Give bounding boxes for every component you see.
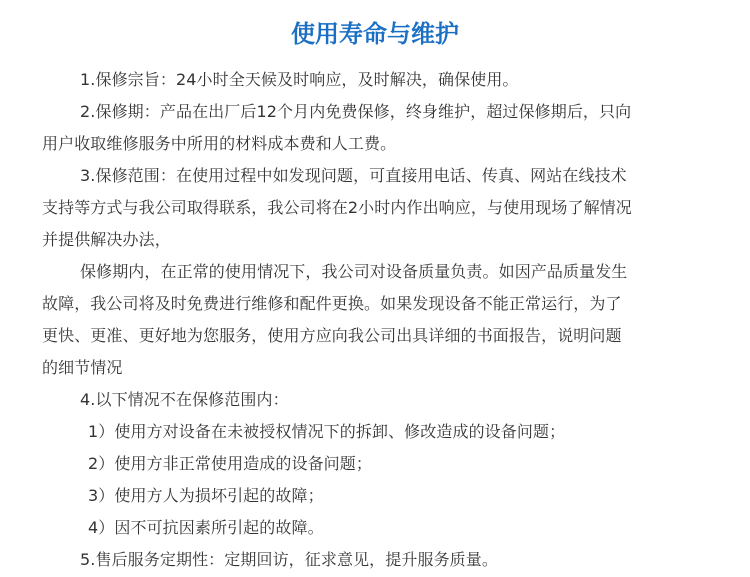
exclusions-heading bbox=[42, 384, 722, 416]
warranty-responsibility bbox=[42, 256, 722, 384]
text-line: 的细节情况 bbox=[42, 358, 123, 377]
exclusion-item: 1）使用方对设备在未被授权情况下的拆卸、修改造成的设备问题； bbox=[88, 422, 566, 441]
text-line: 更快、更准、更好地为您服务，使用方应向我公司出具详细的书面报告，说明问题 bbox=[42, 326, 622, 345]
text-line: 支持等方式与我公司取得联系，我公司将在2小时内作出响应，与使用现场了解情况 bbox=[42, 198, 632, 217]
text-line: 故障，我公司将及时免费进行维修和配件更换。如果发现设备不能正常运行，为了 bbox=[42, 294, 622, 313]
exclusion-item: 2）使用方非正常使用造成的设备问题； bbox=[88, 454, 372, 473]
text-line: 保修期内，在正常的使用情况下，我公司对设备质量负责。如因产品质量发生 bbox=[80, 262, 628, 281]
text-line: 并提供解决办法， bbox=[42, 230, 171, 249]
document-body bbox=[42, 64, 722, 576]
text-line: 5.售后服务定期性：定期回访，征求意见，提升服务质量。 bbox=[80, 550, 498, 569]
warranty-scope bbox=[42, 160, 722, 256]
text-line: 4.以下情况不在保修范围内： bbox=[80, 390, 289, 409]
text-line: 3.保修范围：在使用过程中如发现问题，可直接用电话、传真、网站在线技术 bbox=[80, 166, 627, 185]
text-line: 1.保修宗旨：24小时全天候及时响应，及时解决，确保使用。 bbox=[80, 70, 519, 89]
warranty-period bbox=[42, 96, 722, 160]
page-title: 使用寿命与维护 bbox=[291, 20, 459, 48]
exclusion-item: 4）因不可抗因素所引起的故障。 bbox=[88, 518, 324, 537]
exclusion-item: 3）使用方人为损坏引起的故障； bbox=[88, 486, 324, 505]
warranty-purpose bbox=[42, 64, 722, 96]
text-line: 用户收取维修服务中所用的材料成本费和人工费。 bbox=[42, 134, 397, 153]
after-sales-service bbox=[42, 544, 722, 576]
text-line: 2.保修期：产品在出厂后12个月内免费保修，终身维护，超过保修期后，只向 bbox=[80, 102, 632, 121]
